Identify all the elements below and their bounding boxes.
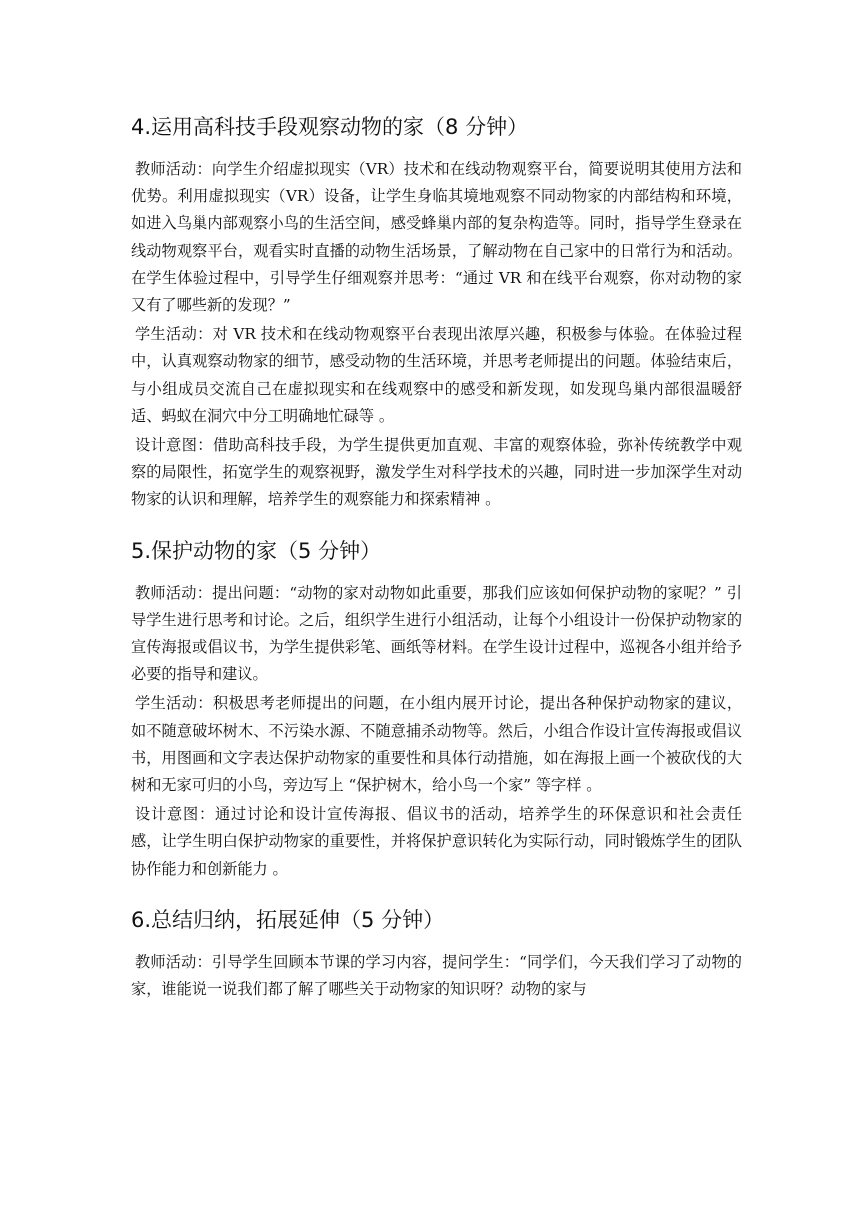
section-6	[131, 905, 742, 1003]
design-intent-paragraph: 设计意图：借助高科技手段，为学生提供更加直观、丰富的观察体验，弥补传统教学中观察的局限性，拓宽学生的观察视野，激发学生对科学技术的兴趣，同时进一步加深学生对动物家的认识和理解，培养学生的观察能力和探索精神 。	[131, 436, 742, 509]
design-intent-paragraph: 设计意图：通过讨论和设计宣传海报、倡议书的活动，培养学生的环保意识和社会责任感，让学生明白保护动物家的重要性，并将保护意识转化为实际行动，同时锻炼学生的团队协作能力和创新能力 。	[131, 805, 742, 878]
section-4	[131, 112, 742, 514]
section-5	[131, 536, 742, 883]
student-activity-paragraph: 学生活动：积极思考老师提出的问题，在小组内展开讨论，提出各种保护动物家的建议，如不随意破坏树木、不污染水源、不随意捕杀动物等。然后，小组合作设计宣传海报或倡议书，用图画和文字表达保护动物家的重要性和具体行动措施，如在海报上画一个被砍伐的大树和无家可归的小鸟，旁边写上 “保护树木，给小鸟一个家” 等字样 。	[131, 694, 742, 795]
section-heading: 5.保护动物的家（5 分钟）	[131, 538, 382, 563]
teacher-activity-paragraph: 教师活动：引导学生回顾本节课的学习内容，提问学生：“同学们，今天我们学习了动物的家，谁能说一说我们都了解了哪些关于动物家的知识呀？动物的家与	[131, 952, 742, 999]
section-heading: 4.运用高科技手段观察动物的家（8 分钟）	[131, 115, 529, 139]
teacher-activity-paragraph: 教师活动：向学生介绍虚拟现实（VR）技术和在线动物观察平台，简要说明其使用方法和优势。利用虚拟现实（VR）设备，让学生身临其境地观察不同动物家的内部结构和环境，如进入鸟巢内部观察小鸟的生活空间，感受蜂巢内部的复杂构造等。同时，指导学生登录在线动物观察平台，观看实时直播的动物生活场景，了解动物在自己家中的日常行为和活动。在学生体验过程中，引导学生仔细观察并思考：“通过 VR 和在线平台观察，你对动物的家又有了哪些新的发现？”	[131, 160, 742, 315]
teacher-activity-paragraph: 教师活动：提出问题：“动物的家对动物如此重要，那我们应该如何保护动物的家呢？” 引导学生进行思考和讨论。之后，组织学生进行小组活动，让每个小组设计一份保护动物家的宣传海报或倡议书，为学生提供彩笔、画纸等材料。在学生设计过程中，巡视各小组并给予必要的指导和建议。	[131, 583, 742, 684]
section-heading: 6.总结归纳，拓展延伸（5 分钟）	[131, 907, 445, 932]
student-activity-paragraph: 学生活动：对 VR 技术和在线动物观察平台表现出浓厚兴趣，积极参与体验。在体验过程中，认真观察动物家的细节，感受动物的生活环境，并思考老师提出的问题。体验结束后，与小组成员交流自己在虚拟现实和在线观察中的感受和新发现，如发现鸟巢内部很温暖舒适、蚂蚁在洞穴中分工明确地忙碌等 。	[131, 325, 742, 425]
